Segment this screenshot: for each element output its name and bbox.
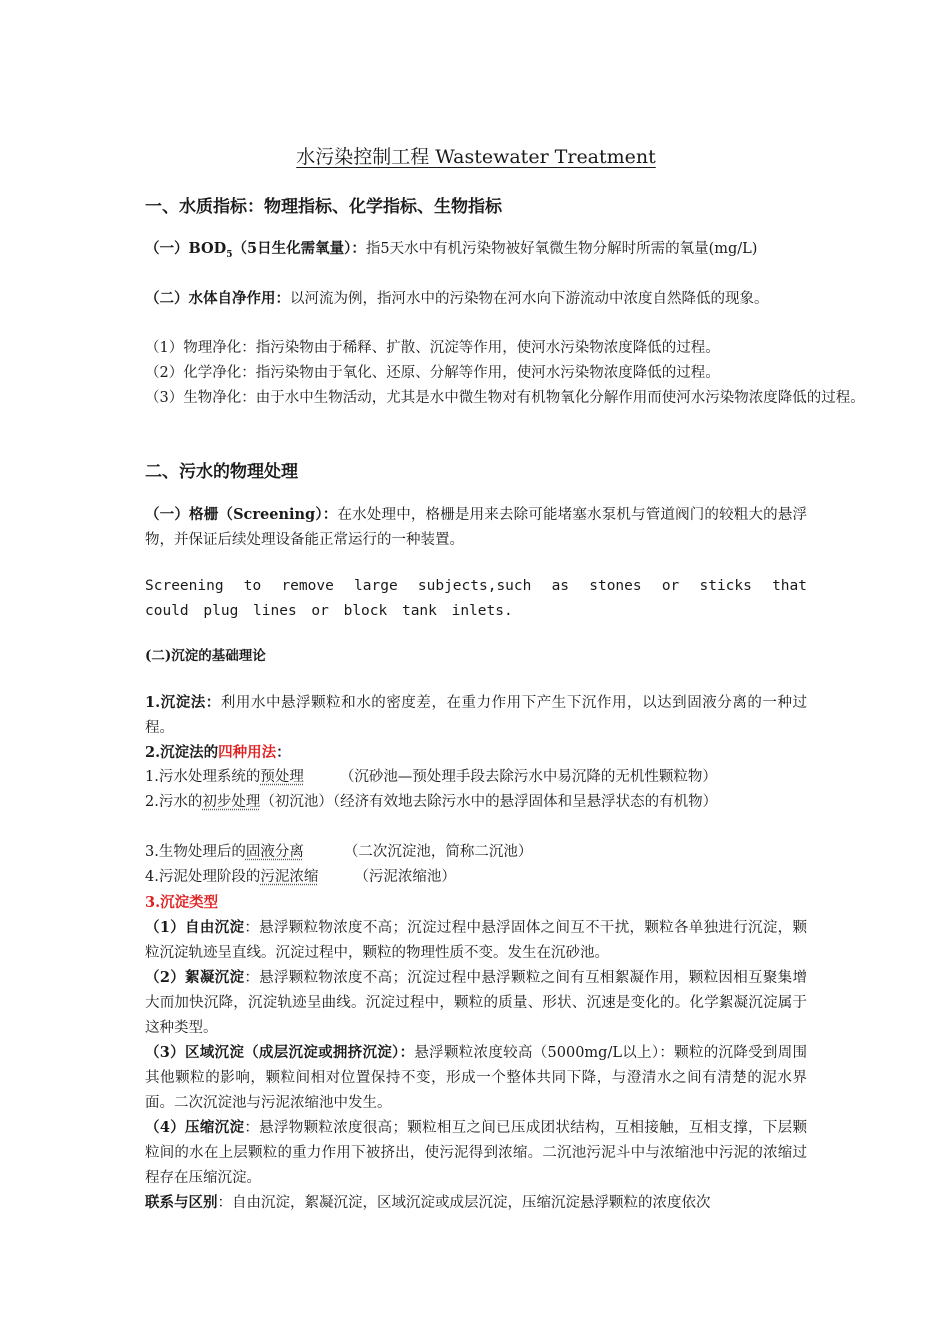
paragraph-bod xyxy=(145,236,807,268)
use-item-pretreatment: 1.污水处理系统的预处理 （沉砂池—预处理手段去除污水中易沉降的无机性颗粒物） xyxy=(145,769,717,785)
sedimentation-method-text: 利用水中悬浮颗粒和水的密度差，在重力作用下产生下沉作用，以达到固液分离的一种过程。 xyxy=(145,695,807,736)
section-heading-water-quality: 一、水质指标：物理指标、化学指标、生物指标 xyxy=(145,197,502,217)
use-item-sludge: 4.污泥处理阶段的污泥浓缩 （污泥浓缩池） xyxy=(145,869,456,885)
use-item-primary: 2.污水的初步处理（初沉池）（经济有效地去除污水中的悬浮固体和呈悬浮状态的有机物） xyxy=(145,794,718,810)
subheading-sedimentation-types: 3.沉淀类型 xyxy=(145,894,219,911)
self-purification-text: 以河流为例，指河水中的污染物在河水向下游流动中浓度自然降低的现象。 xyxy=(290,291,769,307)
paragraph-self-purification xyxy=(145,286,807,312)
screening-text: 在水处理中，格栅是用来去除可能堵塞水泵机与管道阀门的较粗大的悬浮物，并保证后续处理设备能正常运行的一种装置。 xyxy=(145,507,808,548)
paragraph-screening-english: Screening to remove large subjects,such as stones or sticks that could plug lines or block tank inlets. xyxy=(145,578,807,619)
section-heading-physical-treatment: 二、污水的物理处理 xyxy=(145,462,298,482)
list-item-chemical: （2）化学净化：指污染物由于氧化、还原、分解等作用，使河水污染物浓度降低的过程。 xyxy=(145,365,720,381)
bod-label: （一）$BOD_5(5$日生化需氧量）： xyxy=(145,240,366,260)
bod-text: 指5天水中有机污染物被好氧微生物分解时所需的氧量(mg/L) xyxy=(365,241,758,257)
type-flocculent-settling: （2）絮凝沉淀：悬浮颗粒物浓度不高；沉淀过程中悬浮颗粒之间有互相絮凝作用，颗粒因相互聚集增大而加快沉降，沉淀轨迹呈曲线。沉淀过程中，颗粒的质量、形状、沉速是变化的。化学絮凝沉淀属于这种类型。 xyxy=(145,969,808,1036)
paragraph-sedimentation-method xyxy=(145,690,807,741)
sedimentation-method-label: 1.沉淀法： xyxy=(145,694,221,711)
paragraph-relation-difference: 联系与区别：自由沉淀，絮凝沉淀，区域沉淀或成层沉淀，压缩沉淀悬浮颗粒的浓度依次 xyxy=(145,1194,711,1211)
screening-label: （一）格栅（Screening）： xyxy=(145,506,338,523)
subheading-sedimentation-theory: (二)沉淀的基础理论 xyxy=(145,648,266,664)
four-uses-highlight: 四种用法 xyxy=(218,744,277,761)
type-compression-settling: （4）压缩沉淀：悬浮物颗粒浓度很高；颗粒相互之间已压成团状结构，互相接触，互相支撑，下层颗粒间的水在上层颗粒的重力作用下被挤出，使污泥得到浓缩。二沉池污泥斗中与浓缩池中污泥的浓缩过程存在压缩沉淀。 xyxy=(145,1119,808,1186)
document-title: 水污染控制工程 Wastewater Treatment xyxy=(296,146,656,168)
type-free-settling: （1）自由沉淀：悬浮颗粒物浓度不高；沉淀过程中悬浮固体之间互不干扰，颗粒各单独进行沉淀，颗粒沉淀轨迹呈直线。沉淀过程中，颗粒的物理性质不变。发生在沉砂池。 xyxy=(145,919,808,961)
list-item-physical: （1）物理净化：指污染物由于稀释、扩散、沉淀等作用，使河水污染物浓度降低的过程。 xyxy=(145,340,720,356)
use-item-solid-liquid: 3.生物处理后的固液分离 （二次沉淀池，简称二沉池） xyxy=(145,844,533,860)
paragraph-screening xyxy=(145,502,807,553)
list-item-biological: （3）生物净化：由于水中生物活动，尤其是水中微生物对有机物氧化分解作用而使河水污染物浓度降低的过程。 xyxy=(145,390,865,406)
type-zone-settling: （3）区域沉淀（成层沉淀或拥挤沉淀）：悬浮颗粒浓度较高（5000mg/L以上）：颗粒的沉降受到周围其他颗粒的影响，颗粒间相对位置保持不变，形成一个整体共同下降，与澄清水之间有清楚的泥水界面。二次沉淀池与污泥浓缩池中发生。 xyxy=(145,1044,807,1111)
subheading-four-uses: 2.沉淀法的四种用法： xyxy=(145,744,291,761)
self-purification-label: （二）水体自净作用： xyxy=(145,290,290,307)
